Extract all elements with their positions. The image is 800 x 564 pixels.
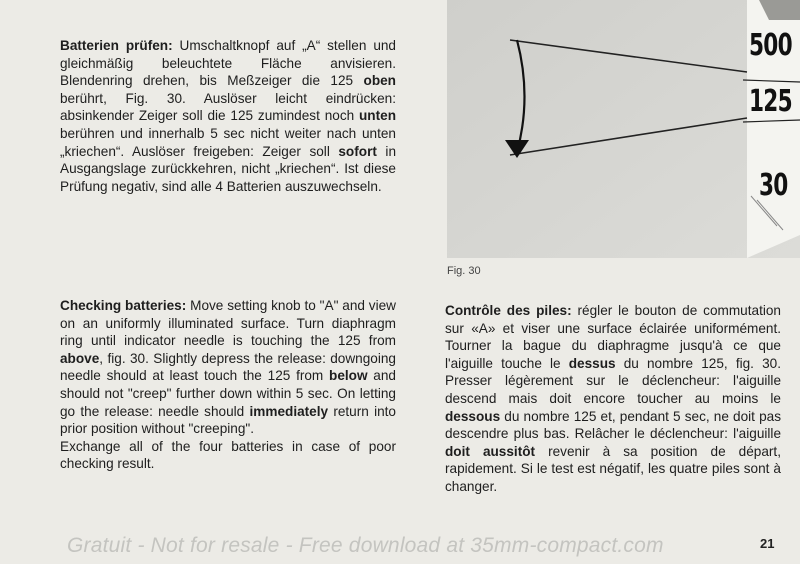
english-bold-below: below (329, 368, 368, 384)
english-heading: Checking batteries: (60, 298, 187, 313)
english-text-3: and should not "creep" further down within 5 sec. On letting go the release: needle should (60, 368, 396, 419)
english-paragraph (60, 297, 396, 473)
german-bold-sofort: sofort (338, 143, 377, 159)
german-text-1: Umschaltknopf auf „A“ stellen und gleichmäßig beleuchtete Fläche anvisieren. Blendenring drehen, bis Meßzeiger die 125 (60, 38, 396, 89)
english-bold-immediately: immediately (249, 403, 329, 419)
english-text-2: , fig. 30. Slightly depress the release: downgoing needle should at least touch the 125 from (60, 350, 396, 384)
page-number: 21 (760, 536, 775, 551)
german-paragraph (60, 37, 396, 195)
meter-needle-diagram (447, 0, 800, 258)
french-heading: Contrôle des piles: (445, 303, 572, 318)
french-bold-aussitot: doit aussitôt (445, 443, 536, 459)
german-bold-oben: oben (363, 73, 396, 89)
english-text-1: Move setting knob to "A" and view on an uniformly illuminated surface. Turn diaphragm ring until indicator needle is touching the 125 from (60, 298, 397, 349)
german-text-4: in Ausgangslage zurückkehren, nicht „kriechen“. Ist diese Prüfung negativ, sind alle 4 Batterien auszuwechseln. (60, 143, 396, 194)
french-text-4: revenir à sa position de départ, rapidement. Si le test est négatif, les quatre piles sont à changer. (445, 443, 781, 494)
french-bold-dessus: dessus (568, 355, 616, 371)
french-text-2: du nombre 125, fig. 30. Presser légèrement sur le déclencheur: l'aiguille descend mais doit encore toucher au moins le (445, 355, 781, 406)
scale-value-125: 125 (749, 84, 792, 119)
french-text-1: régler le bouton de commutation sur «A» et viser une surface éclairée uniformément. Tourner la bague du diaphragme jusqu'à ce que l'aiguille touche le (445, 303, 781, 371)
english-bold-above: above (60, 350, 100, 366)
french-paragraph (445, 302, 781, 496)
figure-caption: Fig. 30 (447, 265, 481, 277)
english-text-4: return into prior position without "creeping". (60, 403, 396, 437)
german-text-2: berührt, Fig. 30. Auslöser leicht eindrücken: absinkender Zeiger soll die 125 zumindest noch (60, 90, 396, 124)
watermark: Gratuit - Not for resale - Free download at 35mm-compact.com (67, 534, 664, 557)
german-text-3: berühren und innerhalb 5 sec nicht weiter nach unten „kriechen“. Auslöser freigeben: Zeiger soll (60, 125, 396, 159)
french-text-3: du nombre 125 et, pendant 5 sec, ne doit pas descendre plus bas. Relâcher le déclencheur: l'aiguille (445, 408, 781, 442)
french-bold-dessous: dessous (445, 408, 501, 424)
meter-figure (447, 0, 800, 258)
german-heading: Batterien prüfen: (60, 38, 173, 53)
scale-value-500: 500 (749, 28, 792, 63)
scale-value-30: 30 (759, 168, 788, 203)
english-text-5: Exchange all of the four batteries in case of poor checking result. (60, 438, 396, 472)
german-bold-unten: unten (359, 108, 396, 124)
